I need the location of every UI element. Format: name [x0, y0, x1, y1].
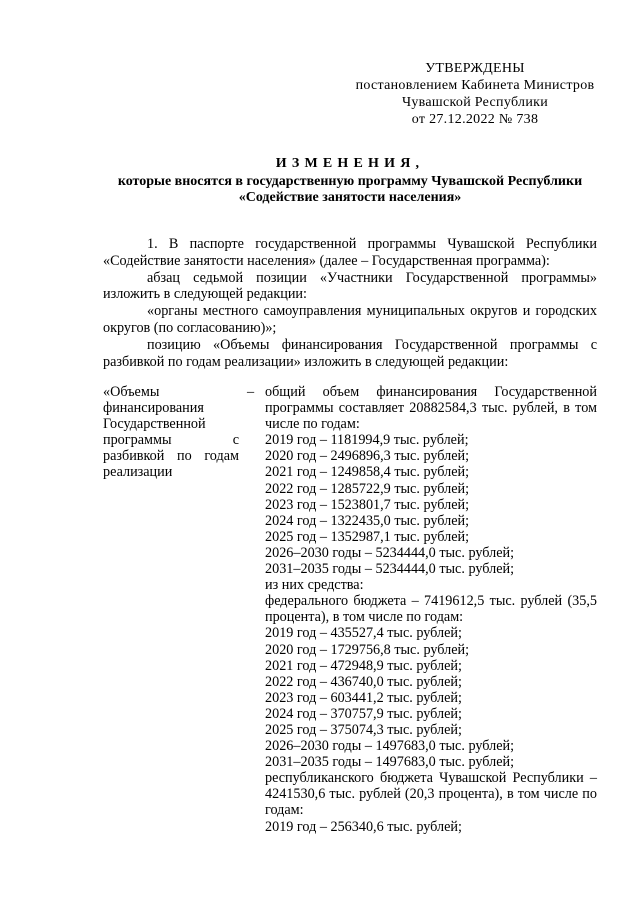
approval-line-1: постановлением Кабинета Министров: [355, 78, 595, 93]
financing-details: [265, 384, 597, 835]
federal-year-line: 2024 год – 370757,9 тыс. рублей;: [265, 705, 462, 722]
total-year-line: 2023 год – 1523801,7 тыс. рублей;: [265, 496, 470, 513]
paragraph-4: позицию «Объемы финансирования Государственной программы с разбивкой по годам реализации» изложить в следующей редакции:: [103, 336, 597, 370]
approval-title: УТВЕРЖДЕНЫ: [425, 61, 525, 76]
total-year-line: 2019 год – 1181994,9 тыс. рублей;: [265, 432, 469, 449]
document-heading: [100, 156, 600, 206]
federal-year-line: 2019 год – 435527,4 тыс. рублей;: [265, 625, 462, 642]
republic-intro: республиканского бюджета Чувашской Республики – 4241530,6 тыс. рублей (20,3 процента), в том числе по годам:: [265, 770, 597, 819]
total-year-line: 2022 год – 1285722,9 тыс. рублей;: [265, 480, 470, 497]
total-year-line: 2031–2035 годы – 5234444,0 тыс. рублей;: [265, 561, 515, 578]
financing-label: «Объемы финансирования Государственной программы с разбивкой по годам реализации: [103, 384, 239, 481]
total-year-line: 2020 год – 2496896,3 тыс. рублей;: [265, 448, 470, 465]
heading-title: ИЗМЕНЕНИЯ,: [275, 156, 425, 171]
approval-stamp: [340, 60, 610, 128]
federal-intro: федерального бюджета – 7419612,5 тыс. рублей (35,5 процента), в том числе по годам:: [265, 593, 597, 626]
federal-year-line: 2031–2035 годы – 1497683,0 тыс. рублей;: [265, 754, 515, 771]
federal-year-line: 2020 год – 1729756,8 тыс. рублей;: [265, 641, 470, 658]
total-year-line: 2024 год – 1322435,0 тыс. рублей;: [265, 512, 470, 529]
heading-line-2: «Содействие занятости населения»: [238, 190, 462, 205]
of-them-label: из них средства:: [265, 577, 364, 594]
heading-line-1: которые вносятся в государственную программу Чувашской Республики: [117, 174, 583, 189]
paragraph-3: «органы местного самоуправления муниципальных округов и городских округов (по согласованию)»;: [103, 303, 597, 336]
total-year-line: 2021 год – 1249858,4 тыс. рублей;: [265, 464, 470, 481]
paragraph-1: 1. В паспорте государственной программы Чувашской Республики «Содействие занятости населения» (далее – Государственная программа):: [103, 236, 597, 269]
republic-year-line: 2019 год – 256340,6 тыс. рублей;: [265, 818, 462, 835]
federal-year-line: 2023 год – 603441,2 тыс. рублей;: [265, 689, 462, 706]
approval-line-3: от 27.12.2022 № 738: [411, 112, 539, 127]
total-year-line: 2026–2030 годы – 5234444,0 тыс. рублей;: [265, 544, 515, 561]
approval-line-2: Чувашской Республики: [401, 95, 549, 110]
total-intro: общий объем финансирования Государственной программы составляет 20882584,3 тыс. рублей, в том числе по годам:: [265, 384, 597, 433]
body-text: [103, 236, 597, 370]
federal-year-line: 2025 год – 375074,3 тыс. рублей;: [265, 721, 462, 738]
paragraph-2: абзац седьмой позиции «Участники Государственной программы» изложить в следующей редакции:: [103, 269, 597, 303]
dash-separator: –: [247, 384, 255, 400]
total-year-line: 2025 год – 1352987,1 тыс. рублей;: [265, 528, 470, 545]
federal-year-line: 2022 год – 436740,0 тыс. рублей;: [265, 673, 462, 690]
federal-year-line: 2021 год – 472948,9 тыс. рублей;: [265, 657, 462, 674]
federal-year-line: 2026–2030 годы – 1497683,0 тыс. рублей;: [265, 738, 515, 755]
